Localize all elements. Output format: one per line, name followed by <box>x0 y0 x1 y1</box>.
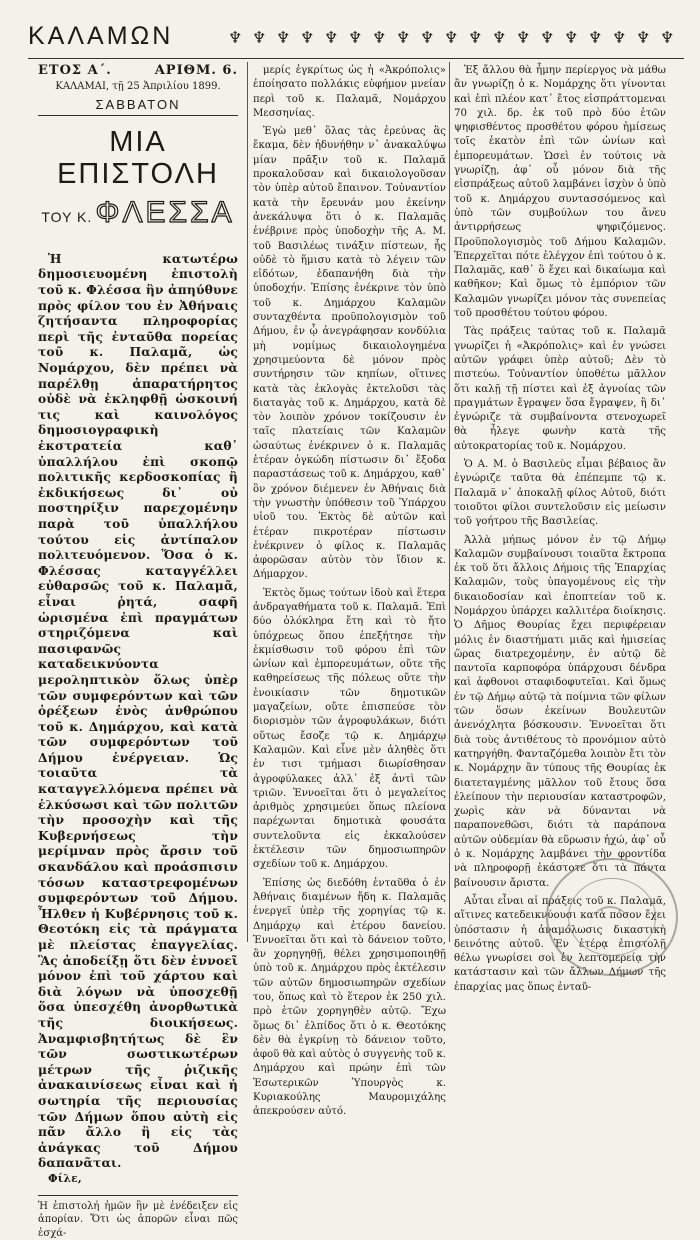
ornament-icon: ♆ <box>540 28 555 47</box>
article-paragraph: μερίς ἐγκρίτως ὡς ἡ «Ἀκρόπολις» ἐποίησατο πολλάκις εὐφήμον μνείαν περὶ τοῦ κ. Παλαμᾶ, Νομάρχου Μεσσηνίας. <box>253 65 446 119</box>
headline-prefix: ΤΟΥ Κ. <box>41 208 93 225</box>
column-2 <box>253 64 446 1120</box>
ornament-icon: ♆ <box>228 28 243 47</box>
issue-info <box>38 64 238 78</box>
ornament-icon: ♆ <box>444 28 459 47</box>
headline-name: ΦΛΕΣΣΑ <box>95 195 235 229</box>
column-3 <box>454 64 666 995</box>
ornament-icon: ♆ <box>564 28 579 47</box>
ornament-icon: ♆ <box>516 28 531 47</box>
ornament-row <box>228 28 688 47</box>
article-paragraph: Ἐκτὸς ὅμως τούτων ἰδοὺ καὶ ἕτερα ἀνδραγαθήματα τοῦ κ. Παλαμᾶ. Ἐπὶ δύο ὁλόκληρα ἔτη καὶ τὸ ἤτο ὑπόχρεως ὅπου ἐπεξήτησε τὴν ἐκμίσθωσιν τοῦ φόρου ἐπὶ τῶν ὠνίων καὶ ἐμπορευμάτων, οὔτε τῆς καθηρείσεως τῆς πόλεως οὔτε τὴν ἐνοικίασιν τῶν δημοτικῶν μαγαζείων, οὔτε ἐπισπεύσε τὸν διορισμὸν τῶν ἀγροφυλάκων, διότι οὕτως ἔσοζε τῷ κ. Δημάρχῳ Καλαμῶν. Καὶ εἶνε μὲν ἀληθὲς ὅτι ἐν τισι τμήμασι διωρίσθησαν ἀγροφύλακες ἀλλ᾽ ἐξ ἀντὶ τῶν τριῶν. Ἐννοεῖται ὅτι ὁ μεγαλείτος ἀριθμὸς χρησιμεύει ὅπως πλείονα παρέχωνται δημοτικὰ φουσάτα συντελοῦντα εἰς ἐκκαλούσεν ἐκτέλεσιν τῶν δημοσιωπηρῶν σχεδίων τοῦ κ. Δημάρχου. <box>253 587 446 871</box>
article-paragraph: Ἀλλὰ μήπως μόνον ἐν τῷ Δήμῳ Καλαμῶν συμβαίνουσι τοιαῦτα ἔκτροπα ἐκ τοῦ ὅτι ἄλλοις Δήμοις τῆς Ἐπαρχίας Καλαμῶν, τοὺς ὑπαγομένους εἰς τὴν δικαιοδοσίαν καὶ ἐποπτείαν τοῦ κ. Νομάρχου ὑπάρχει καλλιτέρα διοίκησις. Ὁ Δῆμος Θουρίας ἔχει περιφέρειαν μόλις ἐν διαστήματι μιᾶς καὶ ἡμισείας ὥρας διατρεχομένην, ἐν αὐτῷ δὲ παντοῖα καρποφόρα ὑπάρχουσι δένδρα καὶ ἀφθονοι σταφιδοφυτεῖαι. Καὶ ὅμως ἐν τῷ Δήμῳ αὐτῷ τὰ ποίμνια τῶν φίλων τῶν ὅσων ἐκείνων Βουλευτῶν ἀνενόχλητα βόσκουσιν. Ἐννοεῖται ὅτι διὰ τοὺς ἀντιθέτους τὸ προνόμιον αὐτὸ κατηργήθη. Φανταζόμεθα λοιπὸν ἔτι τὸν κ. Νομάρχην ἂν τύπους τῆς Θουρίας ἐκ διατεταγμένης μᾶλλον τοῦ ἔτους ὅσα ἐλείπουν τὴν περιουσίαν καταστροφῶν, χωρὶς κὰν νὰ δύνανται νὰ παραπονεθῶσι, διότι τὰ παράπονα αὐτῶν οὐδεμίαν θὰ εὕρωσιν ἠχώ, ἀφ᾽ οὗ ὁ κ. Νομάρχης λαμβάνει τὴν φροντίδα νὰ πληροφορῇ ἑκάστοτε ὅτι τὰ πάντα βαίνουσιν ἄριστα. <box>454 534 666 889</box>
letter-start: Ἡ ἐπιστολή ἡμῶν ἣν μὲ ἐνέδειξεν εἰς ἀπορίαν. Ὅτι ὡς ἀπορῶν εἶναι πῶς ἐσχά- <box>38 1195 238 1240</box>
ornament-icon: ♆ <box>372 28 387 47</box>
masthead-rule <box>28 58 684 59</box>
ornament-icon: ♆ <box>348 28 363 47</box>
article-paragraph: Ὁ Α. Μ. ὁ Βασιλεὺς εἶμαι βέβαιος ἂν ἐγνώριζε ταῦτα θὰ ἐπέπεμπε τῷ κ. Παλαμᾶ ν᾽ ἀποκαλῇ φίλος Αὐτοῦ, διότι τοιοῦτοι φίλοι συντελοῦσιν εἰς μείωσιν τοῦ γοήτρου τῆς Βασιλείας. <box>454 459 666 528</box>
ornament-icon: ♆ <box>492 28 507 47</box>
column-divider <box>247 62 248 942</box>
article-paragraph: Τὰς πράξεις ταύτας τοῦ κ. Παλαμᾶ γνωρίζει ἡ «Ἀκρόπολις» καὶ ἐν γνώσει αὐτῶν γράφει ὑπὲρ αὐτοῦ; Δὲν τὸ πιστεύω. Τοὐναντίον ὑποθέτω μᾶλλον ὅτι καλῇ τῇ πίστει καὶ ἐξ ἀγνοίας τῶν πραγμάτων ἔγραψεν ὅσα ἔγραψεν, ἢ δι᾽ ἐγνώριζε τὰ συμβαίνοντα στενοχωρεῖ θὰ ἦλεγε φωνὴν κατὰ τῆς αὐτοκρατορίας τοῦ κ. Νομάρχου. <box>454 326 666 452</box>
article-paragraph: Ἐγὼ μεθ᾽ ὅλας τὰς ἐρεύνας ἃς ἔκαμα, δὲν ἠδυνήθην ν᾽ ἀνακαλύψω μίαν πρᾶξιν τοῦ κ. Παλαμᾶ προκαλοῦσαν καὶ δικαιολογοῦσαν τὸν ὑπὲρ αὐτοῦ ἔπαινον. Τοὐναντίον κατὰ τὴν ἔρευνάν μου ἐκείνην ἀνεκάλυψα ὅτι ὁ κ. Παλαμᾶς ἐνέβρινε πρὸς ὑποδοχὴν τῆς Α. Μ. τοῦ Βασιλέως τινάξιν πίστεων, ἧς οὐδὲ τὸ ἥμισυ κατὰ τὸ λέγειν τῶν εἰδότων, ἐδαπανήθη διὰ τὴν ὑποδοχήν. Ἐπίσης ἐνέκρινε τὸν ὑπὸ τοῦ κ. Δημάρχου Καλαμῶν συνταχθέντα προϋπολογισμὸν τοῦ Δήμου, ἐν ᾧ ἀνεγράφησαν κονδύλια μὴ νομίμως δικαιολογημένα χρησιμεύοντα δὲ μόνον πρὸς συντήρησιν τῶν κηπίων, οἵτινες κατὰ τὰς ἐκλογὰς ἐκτελοῦσι τὰς διαταγὰς τοῦ κ. Δημάρχου, κατὰ δὲ τὸν λοιπὸν χρόνον τοκίζουσιν ἐν ταῖς πλατείαις τῶν Καλαμῶν ὡσαύτως ἐνέκρινεν ὁ κ. Παλαμᾶς ἑτέραν ὀγκώδη πίστωσιν δι᾽ ἔξοδα παραστάσεως τοῦ κ. Δημάρχου, καθ᾽ ὃν χρόνον διέμενεν ἐν Ἀθήναις διὰ τὴν γνωστὴν ὑπόθεσιν τοῦ Ὑπάρχου υἱοῦ του. Ἐκτὸς δὲ αὐτῶν καὶ ἑτέραν πικροτέραν πίστωσιν ἐνέκρινεν ὁ φίλος κ. Παλαμᾶς ἀφορῶσαν αὐτὸν τὸν ἴδιον κ. Δήμαρχον. <box>253 126 446 581</box>
lead-paragraph: Ἡ κατωτέρω δημοσιευομένη ἐπιστολὴ τοῦ κ. Φλέσσα ἣν ἀπηύθυνε πρὸς φίλον του ἐν Ἀθήναις ζητήσαντα πληροφορίας περὶ τῆς ἐνταῦθα πορείας τοῦ κ. Παλαμᾶ, ὡς Νομάρχου, δὲν πρέπει νὰ παρέλθῃ ἀπαρατήρητος οὐδὲ νὰ ἐκληφθῇ ὡσκοινή τις καὶ καινολόγος δημοσιογραφικὴ ἐκστρατεία καθ᾽ ὑπαλλήλου ἐπὶ σκοπῷ πολιτικῆς κερδοσκοπίας ἢ ἐκδικήσεως δι᾽ οὐ ποστηρίξιν παρεχομένην παρὰ τοῦ ὑπαλλήλου τούτου εἰς ἀντίπαλον πολιτευόμενον. Ὅσα ὁ κ. Φλέσσας καταγγέλλει εὐθαρσῶς τοῦ κ. Παλαμᾶ, εἶναι ῥητά, σαφῆ ὡρισμένα ἐπὶ πραγμάτων στηριζόμενα καὶ πασιφανῶς καταδεικνύοντα μεροληπτικὸν ὅλως ὑπὲρ τῶν συμφερόντων καὶ τῶν ὀρέξεων ἑνὸς ἀνθρώπου τοῦ κ. Δημάρχου, καὶ κατὰ τῶν συμφερόντων τοῦ Δήμου ἐνέργειαν. Ὡς τοιαῦτα τὰ καταγγελλόμενα πρέπει νὰ ἑλκύσωσι καὶ τῶν πολιτῶν τὴν προσοχὴν καὶ τῆς Κυβερνήσεως τὴν μερίμναν πρὸς ἄρσιν τοῦ σκανδάλου καὶ προάσπισιν τόσων καταστρεφομένων συμφερόντων τοῦ Δήμου. Ἦλθεν ἡ Κυβέρνησις τοῦ κ. Θεοτόκη εἰς τὰ πράγματα μὲ πλείστας ἐπαγγελίας. Ἂς ἀποδείξῃ ὅτι δὲν ἐννοεῖ μόνον ἐπὶ τοῦ χάρτου καὶ διὰ λόγων νὰ ὑποσχεθῇ ὅσα ὑπεσχέθη ἀνορθωτικὰ τῆς διοικήσεως. Ἀναμφισβητήτως δὲ ἓν τῶν σωστικωτέρων μέτρων τῆς ῥιζικῆς ἀνακαινίσεως εἶναι καὶ ἡ σωτηρία τῆς περιουσίας τῶν Δήμων ὅπου αὐτὴ εἰς πᾶν ἄλλο ἢ εἰς τὰς ἀνάγκας τοῦ Δήμου δαπανᾶται. <box>38 250 238 1171</box>
newspaper-title: ΚΑΛΑΜΩΝ <box>28 22 174 50</box>
library-stamp <box>546 858 678 976</box>
ornament-icon: ♆ <box>636 28 651 47</box>
ornament-icon: ♆ <box>300 28 315 47</box>
column-1 <box>38 64 238 1240</box>
masthead <box>28 22 688 58</box>
weekday: ΣΑΒΒΑΤΟΝ <box>38 98 238 116</box>
ornament-icon: ♆ <box>612 28 627 47</box>
issue-number: ΑΡΙΘΜ. 6. <box>154 63 238 78</box>
ornament-icon: ♆ <box>420 28 435 47</box>
article-paragraph: Ἐξ ἄλλου θὰ ἦμην περίεργος νὰ μάθω ἂν γνωρίζῃ ὁ κ. Νομάρχης ὅτι γίνονται καὶ ἐπὶ πλέον κατ᾽ ἔτος εἰσπράττομεναι 70 χιλ. δρ. ἐκ τοῦ πρὸ δύο ἐτῶν ψηφισθέντος προσθέτου φόρου ἡμίσεως τοῖς ἑκατὸν ἐπὶ τῶν ὠνίων καὶ ἐμπορευμάτων. Ὡσεὶ ἐν τούτοις νὰ γνωρίζῃ, ἀφ᾽ οὗ μόνον διὰ τῆς εἰσπράξεως αὐτοῦ λαμβάνει ἰσχὺν ὁ ὑπὸ τοῦ κ. Δημάρχου συντασσόμενος καὶ ὑπὸ τῶν συμβούλων του ἄνευ ἀντιρρήσεως ψηφιζόμενος. Προϋπολογισμὸς τοῦ Δήμου Καλαμῶν. Ἐπερχεῖται πότε ἐλέγχον ἐπὶ τούτου ὁ κ. Παλαμᾶς, καθ᾽ ὃ ἔχει καὶ δικαίωμα καὶ καθῆκον; Καὶ ὅμως τὸ ἐμπόριον τῶν Καλαμῶν γνωρίζει μόνον τὰς συνεπείας τοῦ προσθέτου τούτου φόρου. <box>454 65 666 320</box>
letter-salutation: Φίλε, <box>48 1171 82 1185</box>
ornament-icon: ♆ <box>276 28 291 47</box>
column-divider <box>449 62 450 942</box>
ornament-icon: ♆ <box>588 28 603 47</box>
ornament-icon: ♆ <box>396 28 411 47</box>
lead-article <box>38 251 238 1187</box>
dateline: ΚΑΛΑΜΑΙ, τῇ 25 Ἀπριλίου 1899. <box>55 81 221 93</box>
article-paragraph: Ἐπίσης ὡς διεδόθη ἐνταῦθα ὁ ἐν Ἀθήναις διαμένων ἤδη κ. Παλαμᾶς ἐνεργεῖ ὑπὲρ τῆς χορηγίας τῷ κ. Δημάρχῳ καὶ ἑτέρου δανείου. Ἐννοεῖται ὅτι καὶ τὸ δάνειον τοῦτο, ἂν χορηγηθῇ, θέλει χρησιμοποιηθῇ ὑπὸ τοῦ κ. Δημάρχου πρὸς ἐκτέλεσιν τῶν αὐτῶν δημοσιωπηρῶν σχεδίων του, ὅπως καὶ τὸ ἕτερον ἐκ 250 χιλ. πρὸ ἐτῶν χορηγηθὲν αὐτῷ. Ἔχω ὅμως δι᾽ ἐλπίδος ὅτι ὁ κ. Θεοτόκης δὲν θὰ ἐγκρίνῃ τὸ δάνειον τοῦτο, ἀφοῦ θὰ καὶ αὐτὸς ὁ συγγενὴς τοῦ κ. Δημάρχου καὶ πρώην ἐπὶ τῶν Ἐσωτερικῶν Ὑπουργὸς κ. Κυριακούλης Μαυρομιχάλης ἀπεκρούσεν αὐτό. <box>253 877 446 1118</box>
ornament-icon: ♆ <box>324 28 339 47</box>
article-paragraph: Αὗται εἶναι αἱ πράξεις τοῦ κ. Παλαμᾶ, αἵτινες κατεδεικνύουσι κατὰ πόσον ἔχει ὑπόστασιν ἡ ἀναμόλωσις δικαστικὴ δεινότης αὐτοῦ. Ἐν ἑτέρᾳ ἐπιστολῇ θέλω γνωρίσει σοὶ ἐν λεπτομερείᾳ τὴν κατάστασιν καὶ τῶν ἄλλων Δήμων τῆς ἐπαρχίας μας ὅπως ἐνταῦ- <box>454 895 666 993</box>
ornament-icon: ♆ <box>468 28 483 47</box>
issue-year: ΕΤΟΣ Α΄. <box>38 63 112 78</box>
headline: ΜΙΑ ΕΠΙΣΤΟΛΗ <box>57 125 219 190</box>
ornament-icon: ♆ <box>660 28 675 47</box>
headline-subtitle <box>38 196 238 237</box>
ornament-icon: ♆ <box>252 28 267 47</box>
